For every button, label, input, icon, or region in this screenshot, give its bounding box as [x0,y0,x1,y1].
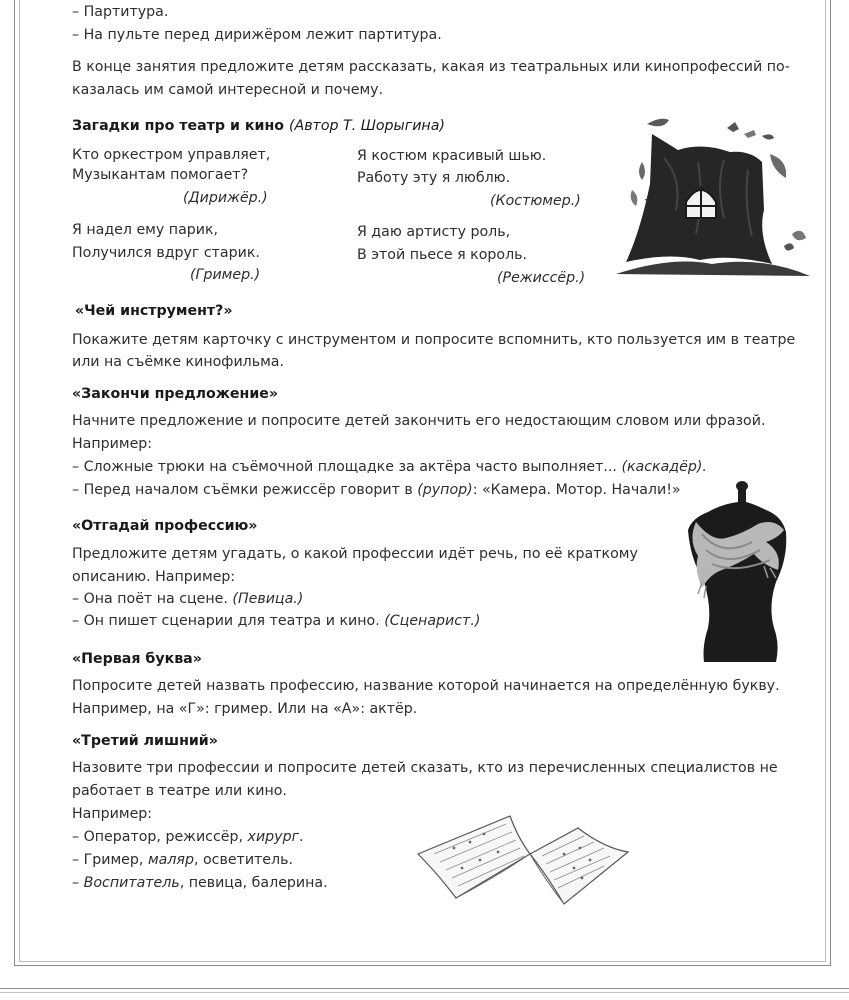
paragraph-line: Начните предложение и попросите детей закончить его недостающим словом или фразой. [72,413,766,429]
bottom-rule [0,988,849,989]
riddles-author: (Автор Т. Шорыгина) [288,118,445,134]
open-music-score-illustration [414,808,632,906]
paragraph-line: описанию. Например: [72,569,236,585]
example-line [72,828,304,846]
paragraph-line: Покажите детям карточку с инструментом и попросите вспомнить, кто пользуется им в театре [72,332,796,348]
riddles-heading [72,117,445,135]
riddle-line: В этой пьесе я король. [357,247,528,263]
example-line [72,458,707,476]
whose-instrument-heading: «Чей инструмент?» [75,303,233,319]
example-italic: хирург [247,829,300,845]
mannequin-with-scarf-illustration [682,478,790,668]
example-line [72,874,328,892]
paragraph-line: работает в театре или кино. [72,783,287,799]
riddle-line: Я костюм красивый шью. [357,148,547,164]
paragraph-line: Назовите три профессии и попросите детей сказать, кто из перечисленных специалистов не [72,760,778,776]
example-text: – Перед началом съёмки режиссёр говорит в [72,482,418,498]
riddle-line: Получился вдруг старик. [72,245,260,261]
example-text: : «Камера. Мотор. Начали!» [472,482,681,498]
guess-profession-heading: «Отгадай профессию» [72,518,258,534]
paragraph-line: Например: [72,436,153,452]
example-answer: (Сценарист.) [384,613,481,629]
example-line [72,590,303,608]
example-answer: (каскадёр). [621,459,707,475]
bottom-rule-secondary [0,992,849,993]
example-text: – Сложные трюки на съёмочной площадке за актёра часто выполняет... [72,459,622,475]
example-italic: Воспитатель [83,875,180,891]
first-letter-heading: «Первая буква» [72,651,202,667]
example-text: – [72,875,84,891]
example-text: . [299,829,304,845]
example-line [72,851,293,869]
paragraph-line: Предложите детям угадать, о какой профессии идёт речь, по её краткому [72,546,638,562]
riddles-title: Загадки про театр и кино [72,118,284,134]
example-text: – Он пишет сценарии для театра и кино. [72,613,385,629]
example-text: – Она поёт на сцене. [72,591,233,607]
example-text: , осветитель. [193,852,293,868]
paragraph-line: Попросите детей назвать профессию, название которой начинается на определённую букву. [72,678,780,694]
paragraph-line: Например, на «Г»: гример. Или на «А»: актёр. [72,701,418,717]
example-italic: маляр [147,852,194,868]
finish-sentence-heading: «Закончи предложение» [72,386,279,402]
paragraph-line: или на съёмке кинофильма. [72,354,284,370]
dialog-line: – На пульте перед дирижёром лежит партитура. [72,27,442,43]
dialog-line: – Партитура. [72,4,169,20]
example-line [72,481,681,499]
tree-stump-house-illustration [612,114,810,280]
riddle-line: Я даю артисту роль, [357,224,511,240]
example-answer: (Певица.) [232,591,304,607]
paragraph-line: В конце занятия предложите детям рассказать, какая из театральных или кинопрофессий по- [72,59,790,75]
riddle-line: Музыкантам помогает? [72,167,249,183]
riddle-answer: (Костюмер.) [490,193,581,209]
example-line [72,612,480,630]
riddle-line: Работу эту я люблю. [357,170,511,186]
riddle-answer: (Режиссёр.) [497,270,586,286]
paragraph-line: Например: [72,806,153,822]
riddle-answer: (Дирижёр.) [183,190,268,206]
example-text: – Оператор, режиссёр, [72,829,248,845]
example-text: – Гример, [72,852,148,868]
example-text: , певица, балерина. [179,875,328,891]
riddle-line: Кто оркестром управляет, [72,147,271,163]
riddle-answer: (Гример.) [190,267,261,283]
example-answer: (рупор) [417,482,473,498]
odd-one-out-heading: «Третий лишний» [72,733,218,749]
riddle-line: Я надел ему парик, [72,222,219,238]
paragraph-line: казалась им самой интересной и почему. [72,82,384,98]
